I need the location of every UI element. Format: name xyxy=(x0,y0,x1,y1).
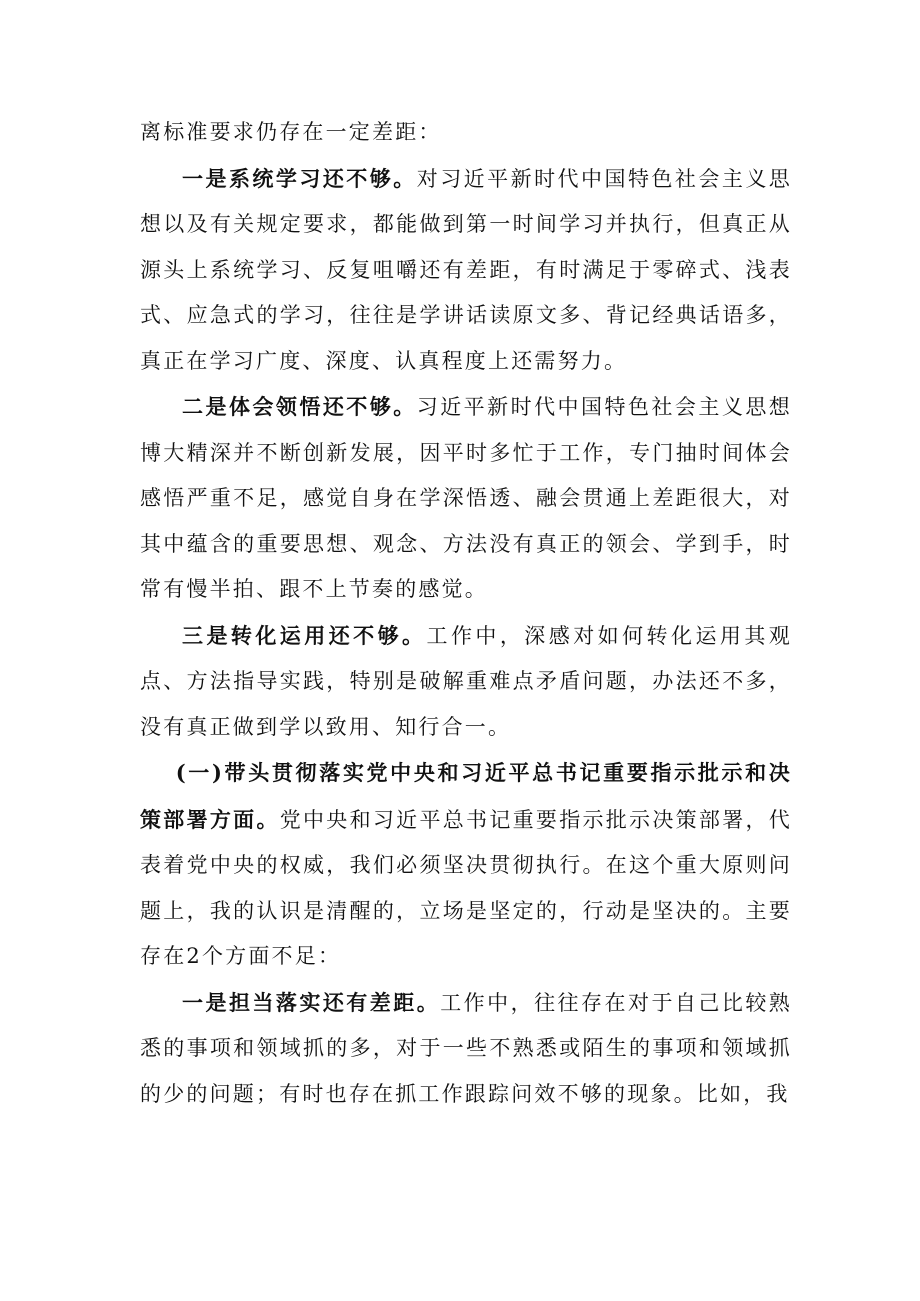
paragraph-body: 工作中，深感对如何转化运用其观点、方法指导实践，特别是破解重难点矛盾问题，办法还不多，没有真正做到学以致用、知行合一。 xyxy=(140,623,792,739)
paragraph-body: 对习近平新时代中国特色社会主义思想以及有关规定要求，都能做到第一时间学习并执行，但真正从源头上系统学习、反复咀嚼还有差距，有时满足于零碎式、浅表式、应急式的学习，往往是学讲话读原文多、背记经典话语多，真正在学习广度、深度、认真程度上还需努力。 xyxy=(140,166,792,373)
paragraph-lead: 二是体会领悟还不够。 xyxy=(182,394,417,419)
paragraph-body: 离标准要求仍存在一定差距： xyxy=(140,120,442,144)
paragraph-body: 党中央和习近平总书记重要指示批示决策部署，代表着党中央的权威，我们必须坚决贯彻执行。在这个重大原则问题上，我的认识是清醒的，立场是坚定的，行动是坚决的。主要存在2个方面不足： xyxy=(140,807,792,968)
paragraph-point-3 xyxy=(140,613,792,751)
paragraph-point-2 xyxy=(140,384,792,613)
paragraph-point-1 xyxy=(140,156,792,385)
paragraph-continuation xyxy=(140,110,792,156)
paragraph-body: 工作中，往往存在对于自己比较熟悉的事项和领域抓的多，对于一些不熟悉或陌生的事项和领域抓的少的问题；有时也存在抓工作跟踪问效不够的现象。比如，我 xyxy=(140,990,793,1106)
paragraph-lead: 一是担当落实还有差距。 xyxy=(182,989,441,1015)
paragraph-point-4 xyxy=(140,980,792,1118)
document-body xyxy=(140,110,792,1117)
paragraph-lead: 三是转化运用还不够。 xyxy=(182,622,427,648)
paragraph-lead: 一是系统学习还不够。 xyxy=(182,165,417,191)
paragraph-body: 习近平新时代中国特色社会主义思想博大精深并不断创新发展，因平时多忙于工作，专门抽时间体会感悟严重不足，感觉自身在学深悟透、融会贯通上差距很大，对其中蕴含的重要思想、观念、方法没有真正的领会、学到手，时常有慢半拍、跟不上节奏的感觉。 xyxy=(140,395,792,601)
section-heading: (一)带头贯彻落实党中央和习近平总书记重要指示批示和决策部署方面。 xyxy=(140,760,792,832)
paragraph-section-1 xyxy=(140,750,792,980)
